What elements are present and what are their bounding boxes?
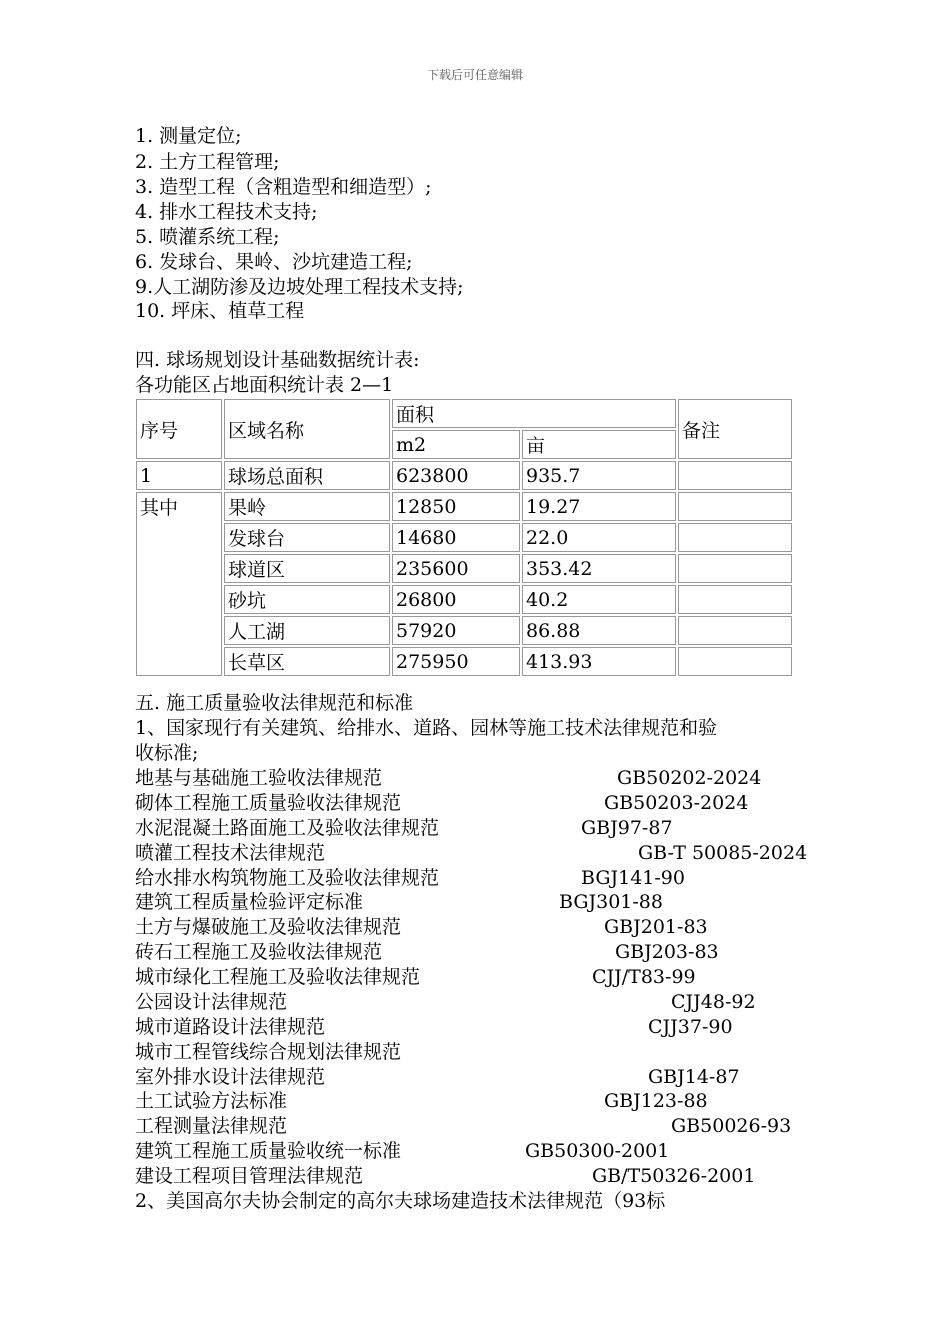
cell-note: [678, 523, 792, 552]
standard-code: GB/T50326-2001: [592, 1165, 756, 1187]
list-item: 5. 喷灌系统工程;: [135, 226, 280, 248]
header-name: 区域名称: [224, 399, 390, 459]
standard-code: GBJ97-87: [581, 817, 673, 839]
standard-code: GBJ201-83: [604, 916, 708, 938]
header-area: 面积: [392, 399, 676, 428]
cell-mu: 353.42: [522, 554, 676, 583]
standard-name: 工程测量法律规范: [135, 1115, 288, 1137]
standard-name: 建设工程项目管理法律规范: [135, 1165, 364, 1187]
list-item: 3. 造型工程（含粗造型和细造型）;: [135, 176, 432, 198]
standard-name: 室外排水设计法律规范: [135, 1066, 326, 1088]
cell-seq: 1: [136, 461, 222, 490]
cell-mu: 40.2: [522, 585, 676, 614]
cell-m2: 14680: [392, 523, 520, 552]
standard-code: GB50202-2024: [617, 767, 762, 789]
standard-name: 水泥混凝土路面施工及验收法律规范: [135, 817, 440, 839]
header-mu: 亩: [522, 430, 676, 459]
cell-note: [678, 492, 792, 521]
cell-note: [678, 616, 792, 645]
standard-name: 公园设计法律规范: [135, 991, 288, 1013]
cell-m2: 235600: [392, 554, 520, 583]
cell-name: 球道区: [224, 554, 390, 583]
standard-code: CJJ37-90: [648, 1016, 733, 1038]
cell-m2: 623800: [392, 461, 520, 490]
cell-name: 砂坑: [224, 585, 390, 614]
standard-code: CJJ/T83-99: [592, 966, 696, 988]
header-note: 备注: [678, 399, 792, 459]
cell-mu: 86.88: [522, 616, 676, 645]
standard-name: 城市工程管线综合规划法律规范: [135, 1041, 402, 1063]
standard-name: 城市道路设计法律规范: [135, 1016, 326, 1038]
cell-mu: 935.7: [522, 461, 676, 490]
cell-name: 发球台: [224, 523, 390, 552]
table-row: [136, 523, 792, 552]
standard-name: 城市绿化工程施工及验收法律规范: [135, 966, 421, 988]
cell-name: 球场总面积: [224, 461, 390, 490]
cell-m2: 57920: [392, 616, 520, 645]
standard-name: 建筑工程质量检验评定标准: [135, 891, 364, 913]
table-row: [136, 585, 792, 614]
standard-name: 砌体工程施工质量验收法律规范: [135, 792, 402, 814]
standard-name: 给水排水构筑物施工及验收法律规范: [135, 867, 440, 889]
standard-name: 建筑工程施工质量验收统一标准: [135, 1140, 402, 1162]
paragraph-line: 2、美国高尔夫协会制定的高尔夫球场建造技术法律规范（93标: [135, 1190, 666, 1212]
header-seq: 序号: [136, 399, 222, 459]
section-title: 四. 球场规划设计基础数据统计表:: [135, 349, 420, 371]
table-row: [136, 616, 792, 645]
standard-name: 地基与基础施工验收法律规范: [135, 767, 383, 789]
standard-code: GB50203-2024: [604, 792, 749, 814]
list-item: 9.人工湖防渗及边坡处理工程技术支持;: [135, 276, 464, 298]
table-row: [136, 461, 792, 490]
cell-note: [678, 554, 792, 583]
cell-note: [678, 647, 792, 676]
standard-code: GB50026-93: [671, 1115, 792, 1137]
header-m2: m2: [392, 430, 520, 459]
standard-code: CJJ48-92: [671, 991, 756, 1013]
cell-mu: 22.0: [522, 523, 676, 552]
table-row: [136, 492, 792, 521]
list-item: 2. 土方工程管理;: [135, 151, 280, 173]
standard-name: 喷灌工程技术法律规范: [135, 842, 326, 864]
cell-name: 长草区: [224, 647, 390, 676]
standard-name: 土工试验方法标准: [135, 1090, 288, 1112]
standard-name: 砖石工程施工及验收法律规范: [135, 941, 383, 963]
cell-note: [678, 585, 792, 614]
standard-code: BGJ141-90: [581, 867, 685, 889]
table-row: [136, 554, 792, 583]
area-statistics-table: [134, 397, 794, 678]
cell-name: 人工湖: [224, 616, 390, 645]
cell-name: 果岭: [224, 492, 390, 521]
cell-mu: 19.27: [522, 492, 676, 521]
paragraph-line: 收标准;: [135, 742, 199, 764]
list-item: 4. 排水工程技术支持;: [135, 201, 318, 223]
cell-note: [678, 461, 792, 490]
paragraph-line: 1、国家现行有关建筑、给排水、道路、园林等施工技术法律规范和验: [135, 717, 718, 739]
cell-mu: 413.93: [522, 647, 676, 676]
cell-m2: 12850: [392, 492, 520, 521]
standard-code: GBJ14-87: [648, 1066, 740, 1088]
standard-code: GBJ123-88: [604, 1090, 708, 1112]
standard-code: GB-T 50085-2024: [638, 842, 808, 864]
list-item: 10. 坪床、植草工程: [135, 300, 305, 322]
standard-code: GBJ203-83: [615, 941, 719, 963]
cell-m2: 275950: [392, 647, 520, 676]
list-item: 1. 测量定位;: [135, 125, 242, 147]
cell-m2: 26800: [392, 585, 520, 614]
cell-group-label: 其中: [136, 492, 222, 676]
standard-code: GB50300-2001: [525, 1140, 670, 1162]
standard-name: 土方与爆破施工及验收法律规范: [135, 916, 402, 938]
table-caption: 各功能区占地面积统计表 2—1: [135, 374, 394, 396]
section-title: 五. 施工质量验收法律规范和标准: [135, 692, 414, 714]
table-row: [136, 647, 792, 676]
standard-code: BGJ301-88: [559, 891, 663, 913]
list-item: 6. 发球台、果岭、沙坑建造工程;: [135, 251, 413, 273]
header-note: 下载后可任意编辑: [426, 68, 523, 82]
